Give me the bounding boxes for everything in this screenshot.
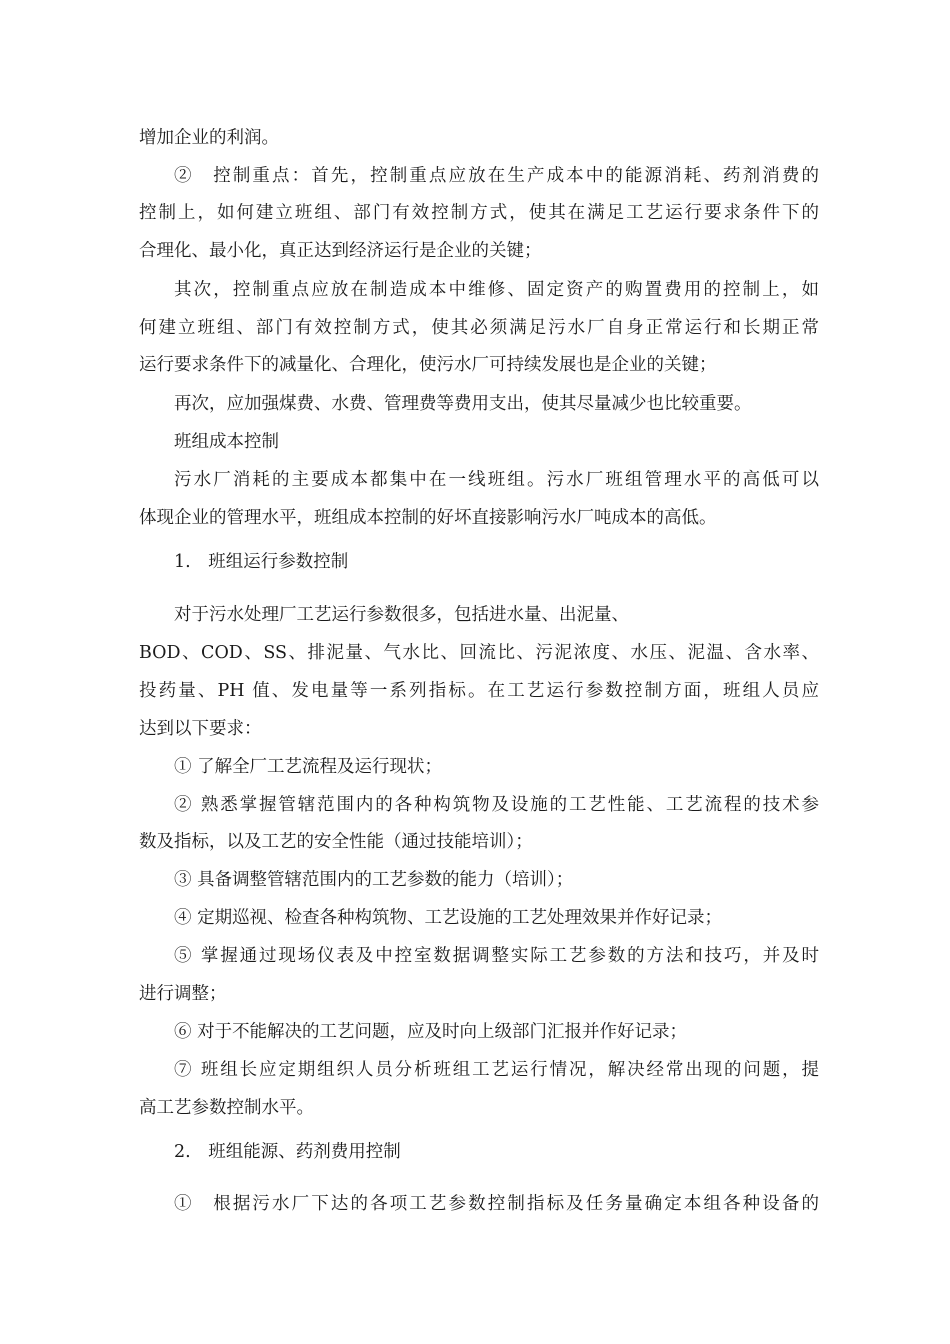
text-line: 再次，应加强煤费、水费、管理费等费用支出，使其尽量减少也比较重要。	[174, 394, 752, 414]
list-item: ⑤ 掌握通过现场仪表及中控室数据调整实际工艺参数的方法和技巧，并及时	[174, 946, 819, 966]
text-line: 污水厂消耗的主要成本都集中在一线班组。污水厂班组管理水平的高低可以	[174, 470, 819, 490]
section-heading: 班组成本控制	[174, 432, 279, 452]
text-line: 对于污水处理厂工艺运行参数很多，包括进水量、出泥量、	[174, 605, 629, 625]
text-line: 控制上，如何建立班组、部门有效控制方式，使其在满足工艺运行要求条件下的	[139, 203, 819, 223]
text-line: 合理化、最小化，真正达到经济运行是企业的关键；	[139, 241, 542, 261]
text-line: 进行调整；	[139, 984, 227, 1004]
list-item: ① 根据污水厂下达的各项工艺参数控制指标及任务量确定本组各种设备的	[174, 1194, 819, 1214]
list-item: ④ 定期巡视、检查各种构筑物、工艺设施的工艺处理效果并作好记录；	[174, 908, 723, 928]
section-heading: 1. 班组运行参数控制	[174, 552, 349, 572]
text-line: 运行要求条件下的减量化、合理化，使污水厂可持续发展也是企业的关键；	[139, 355, 717, 375]
text-line: 体现企业的管理水平，班组成本控制的好坏直接影响污水厂吨成本的高低。	[139, 508, 717, 528]
text-line: 何建立班组、部门有效控制方式，使其必须满足污水厂自身正常运行和长期正常	[139, 318, 819, 338]
text-line: ② 控制重点：首先，控制重点应放在生产成本中的能源消耗、药剂消费的	[174, 166, 819, 186]
text-line: 其次，控制重点应放在制造成本中维修、固定资产的购置费用的控制上，如	[174, 280, 819, 300]
text-line: 达到以下要求：	[139, 719, 262, 739]
list-item: ⑥ 对于不能解决的工艺问题，应及时向上级部门汇报并作好记录；	[174, 1022, 688, 1042]
text-line: 增加企业的利润。	[139, 128, 279, 148]
text-line: BOD、COD、SS、排泥量、气水比、回流比、污泥浓度、水压、泥温、含水率、	[139, 643, 819, 663]
text-line: 投药量、PH 值、发电量等一系列指标。在工艺运行参数控制方面，班组人员应	[139, 681, 819, 701]
list-item: ③ 具备调整管辖范围内的工艺参数的能力（培训）；	[174, 870, 574, 890]
list-item: ⑦ 班组长应定期组织人员分析班组工艺运行情况，解决经常出现的问题，提	[174, 1060, 819, 1080]
list-item: ① 了解全厂工艺流程及运行现状；	[174, 757, 443, 777]
section-heading: 2. 班组能源、药剂费用控制	[174, 1142, 401, 1162]
text-line: 高工艺参数控制水平。	[139, 1098, 314, 1118]
text-line: 数及指标，以及工艺的安全性能（通过技能培训）；	[139, 832, 533, 852]
list-item: ② 熟悉掌握管辖范围内的各种构筑物及设施的工艺性能、工艺流程的技术参	[174, 795, 819, 815]
